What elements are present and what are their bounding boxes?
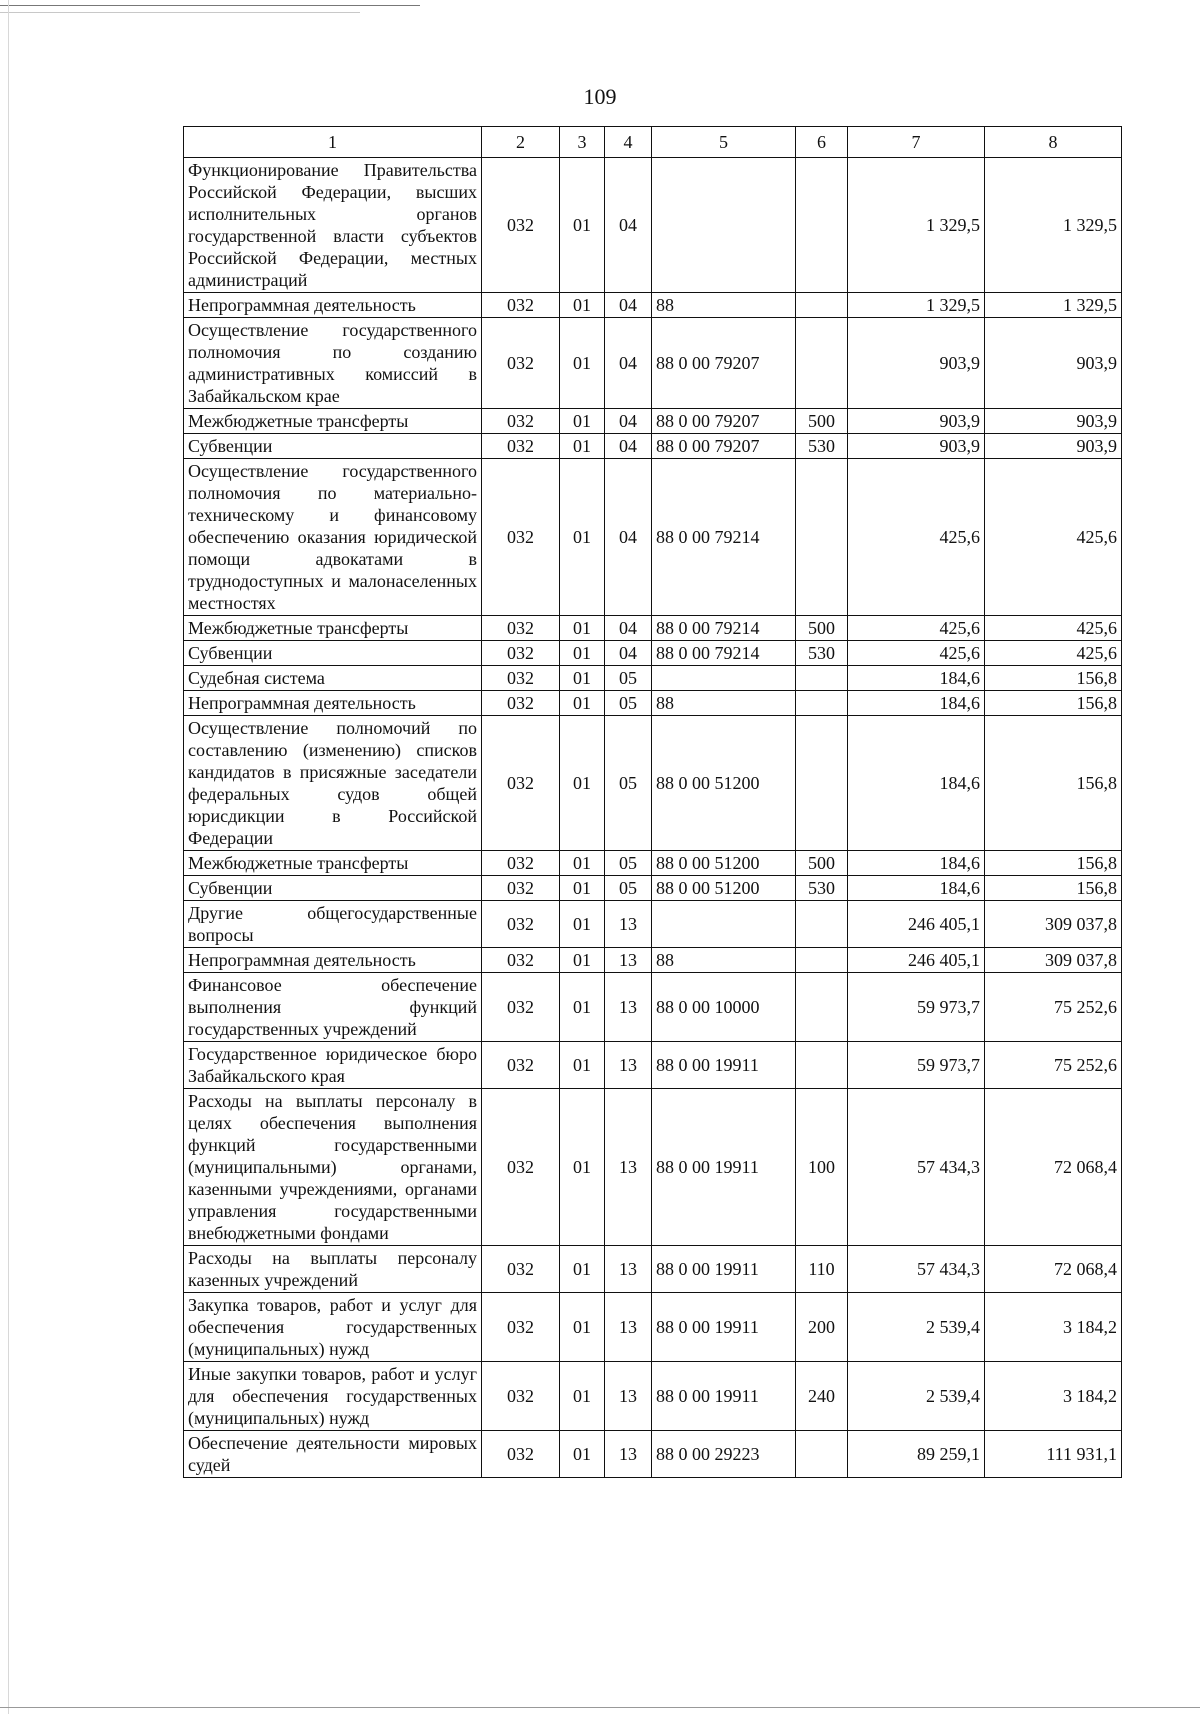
section-cell: 01 bbox=[560, 318, 605, 409]
amount-year1-cell: 246 405,1 bbox=[848, 948, 985, 973]
expense-type-cell bbox=[796, 318, 848, 409]
amount-year2-cell: 903,9 bbox=[985, 434, 1122, 459]
amount-year2-cell: 156,8 bbox=[985, 666, 1122, 691]
subsection-cell: 13 bbox=[605, 901, 652, 948]
amount-year1-cell: 903,9 bbox=[848, 409, 985, 434]
table-row bbox=[184, 851, 1122, 876]
amount-year2-cell: 75 252,6 bbox=[985, 973, 1122, 1042]
target-article-cell: 88 0 00 10000 bbox=[652, 973, 796, 1042]
row-name-cell: Закупка товаров, работ и услуг для обеспечения государственных (муниципальных) нужд bbox=[184, 1293, 482, 1362]
target-article-cell: 88 0 00 79214 bbox=[652, 616, 796, 641]
expense-type-cell bbox=[796, 293, 848, 318]
amount-year1-cell: 184,6 bbox=[848, 666, 985, 691]
admin-code-cell: 032 bbox=[482, 1362, 560, 1431]
target-article-cell: 88 bbox=[652, 691, 796, 716]
amount-year1-cell: 246 405,1 bbox=[848, 901, 985, 948]
amount-year2-cell: 309 037,8 bbox=[985, 901, 1122, 948]
table-row bbox=[184, 948, 1122, 973]
amount-year2-cell: 425,6 bbox=[985, 641, 1122, 666]
amount-year2-cell: 156,8 bbox=[985, 716, 1122, 851]
target-article-cell: 88 0 00 79214 bbox=[652, 641, 796, 666]
amount-year2-cell: 903,9 bbox=[985, 409, 1122, 434]
row-name-cell: Расходы на выплаты персоналу в целях обеспечения выполнения функций государственными (муниципальными) органами, казенными учреждениями, органами управления государственными внебюджетными фондами bbox=[184, 1089, 482, 1246]
target-article-cell: 88 0 00 19911 bbox=[652, 1362, 796, 1431]
table-row bbox=[184, 691, 1122, 716]
column-header: 4 bbox=[605, 127, 652, 158]
scan-artifact-line bbox=[0, 12, 360, 13]
admin-code-cell: 032 bbox=[482, 409, 560, 434]
expense-type-cell: 530 bbox=[796, 434, 848, 459]
table-row bbox=[184, 318, 1122, 409]
admin-code-cell: 032 bbox=[482, 616, 560, 641]
budget-table bbox=[183, 126, 1122, 1478]
section-cell: 01 bbox=[560, 158, 605, 293]
amount-year1-cell: 1 329,5 bbox=[848, 158, 985, 293]
subsection-cell: 04 bbox=[605, 641, 652, 666]
expense-type-cell bbox=[796, 716, 848, 851]
target-article-cell bbox=[652, 666, 796, 691]
section-cell: 01 bbox=[560, 876, 605, 901]
admin-code-cell: 032 bbox=[482, 716, 560, 851]
amount-year2-cell: 3 184,2 bbox=[985, 1293, 1122, 1362]
table-row bbox=[184, 1431, 1122, 1478]
column-header: 3 bbox=[560, 127, 605, 158]
expense-type-cell bbox=[796, 666, 848, 691]
subsection-cell: 04 bbox=[605, 158, 652, 293]
target-article-cell: 88 bbox=[652, 293, 796, 318]
target-article-cell: 88 0 00 51200 bbox=[652, 716, 796, 851]
subsection-cell: 04 bbox=[605, 293, 652, 318]
amount-year1-cell: 2 539,4 bbox=[848, 1293, 985, 1362]
subsection-cell: 13 bbox=[605, 948, 652, 973]
target-article-cell bbox=[652, 158, 796, 293]
row-name-cell: Непрограммная деятельность bbox=[184, 691, 482, 716]
amount-year1-cell: 1 329,5 bbox=[848, 293, 985, 318]
page-number: 109 bbox=[583, 84, 617, 109]
amount-year1-cell: 184,6 bbox=[848, 691, 985, 716]
expense-type-cell: 240 bbox=[796, 1362, 848, 1431]
expense-type-cell bbox=[796, 691, 848, 716]
subsection-cell: 13 bbox=[605, 1362, 652, 1431]
section-cell: 01 bbox=[560, 1362, 605, 1431]
row-name-cell: Расходы на выплаты персоналу казенных учреждений bbox=[184, 1246, 482, 1293]
column-header: 6 bbox=[796, 127, 848, 158]
table-row bbox=[184, 1042, 1122, 1089]
amount-year1-cell: 89 259,1 bbox=[848, 1431, 985, 1478]
subsection-cell: 05 bbox=[605, 691, 652, 716]
admin-code-cell: 032 bbox=[482, 1431, 560, 1478]
amount-year1-cell: 184,6 bbox=[848, 851, 985, 876]
admin-code-cell: 032 bbox=[482, 876, 560, 901]
admin-code-cell: 032 bbox=[482, 1089, 560, 1246]
subsection-cell: 13 bbox=[605, 1089, 652, 1246]
amount-year2-cell: 903,9 bbox=[985, 318, 1122, 409]
target-article-cell: 88 0 00 19911 bbox=[652, 1089, 796, 1246]
expense-type-cell bbox=[796, 1042, 848, 1089]
amount-year1-cell: 184,6 bbox=[848, 716, 985, 851]
section-cell: 01 bbox=[560, 691, 605, 716]
row-name-cell: Финансовое обеспечение выполнения функций государственных учреждений bbox=[184, 973, 482, 1042]
amount-year2-cell: 425,6 bbox=[985, 459, 1122, 616]
subsection-cell: 04 bbox=[605, 434, 652, 459]
expense-type-cell: 530 bbox=[796, 876, 848, 901]
amount-year1-cell: 903,9 bbox=[848, 434, 985, 459]
target-article-cell: 88 0 00 79207 bbox=[652, 434, 796, 459]
expense-type-cell bbox=[796, 1431, 848, 1478]
admin-code-cell: 032 bbox=[482, 948, 560, 973]
table-row bbox=[184, 876, 1122, 901]
target-article-cell bbox=[652, 901, 796, 948]
row-name-cell: Непрограммная деятельность bbox=[184, 293, 482, 318]
scan-artifact-edge bbox=[8, 0, 9, 1714]
expense-type-cell: 100 bbox=[796, 1089, 848, 1246]
row-name-cell: Судебная система bbox=[184, 666, 482, 691]
subsection-cell: 05 bbox=[605, 666, 652, 691]
target-article-cell: 88 0 00 19911 bbox=[652, 1246, 796, 1293]
section-cell: 01 bbox=[560, 1089, 605, 1246]
table-row bbox=[184, 666, 1122, 691]
row-name-cell: Осуществление государственного полномочия по созданию административных комиссий в Забайкальском крае bbox=[184, 318, 482, 409]
amount-year2-cell: 1 329,5 bbox=[985, 293, 1122, 318]
amount-year2-cell: 156,8 bbox=[985, 851, 1122, 876]
expense-type-cell bbox=[796, 948, 848, 973]
expense-type-cell bbox=[796, 459, 848, 616]
target-article-cell: 88 0 00 51200 bbox=[652, 876, 796, 901]
amount-year2-cell: 75 252,6 bbox=[985, 1042, 1122, 1089]
header-row bbox=[184, 127, 1122, 158]
table-row bbox=[184, 616, 1122, 641]
admin-code-cell: 032 bbox=[482, 901, 560, 948]
amount-year1-cell: 903,9 bbox=[848, 318, 985, 409]
section-cell: 01 bbox=[560, 851, 605, 876]
table-row bbox=[184, 716, 1122, 851]
row-name-cell: Осуществление государственного полномочия по материально-техническому и финансовому обеспечению оказания юридической помощи адвокатами в труднодоступных и малонаселенных местностях bbox=[184, 459, 482, 616]
column-header: 8 bbox=[985, 127, 1122, 158]
expense-type-cell: 500 bbox=[796, 851, 848, 876]
subsection-cell: 05 bbox=[605, 716, 652, 851]
target-article-cell: 88 0 00 51200 bbox=[652, 851, 796, 876]
row-name-cell: Другие общегосударственные вопросы bbox=[184, 901, 482, 948]
column-header: 2 bbox=[482, 127, 560, 158]
row-name-cell: Иные закупки товаров, работ и услуг для обеспечения государственных (муниципальных) нужд bbox=[184, 1362, 482, 1431]
target-article-cell: 88 0 00 79207 bbox=[652, 318, 796, 409]
expense-type-cell: 500 bbox=[796, 409, 848, 434]
row-name-cell: Межбюджетные трансферты bbox=[184, 851, 482, 876]
expense-type-cell bbox=[796, 158, 848, 293]
row-name-cell: Осуществление полномочий по составлению (изменению) списков кандидатов в присяжные заседатели федеральных судов общей юрисдикции в Российской Федерации bbox=[184, 716, 482, 851]
admin-code-cell: 032 bbox=[482, 641, 560, 666]
amount-year1-cell: 425,6 bbox=[848, 616, 985, 641]
admin-code-cell: 032 bbox=[482, 318, 560, 409]
row-name-cell: Государственное юридическое бюро Забайкальского края bbox=[184, 1042, 482, 1089]
table-row bbox=[184, 901, 1122, 948]
table-row bbox=[184, 1246, 1122, 1293]
table-row bbox=[184, 409, 1122, 434]
admin-code-cell: 032 bbox=[482, 459, 560, 616]
amount-year1-cell: 57 434,3 bbox=[848, 1089, 985, 1246]
amount-year2-cell: 72 068,4 bbox=[985, 1089, 1122, 1246]
amount-year2-cell: 156,8 bbox=[985, 691, 1122, 716]
section-cell: 01 bbox=[560, 641, 605, 666]
table-row bbox=[184, 158, 1122, 293]
amount-year1-cell: 59 973,7 bbox=[848, 973, 985, 1042]
subsection-cell: 13 bbox=[605, 1431, 652, 1478]
subsection-cell: 05 bbox=[605, 851, 652, 876]
target-article-cell: 88 0 00 79214 bbox=[652, 459, 796, 616]
expense-type-cell: 530 bbox=[796, 641, 848, 666]
admin-code-cell: 032 bbox=[482, 851, 560, 876]
expense-type-cell: 500 bbox=[796, 616, 848, 641]
section-cell: 01 bbox=[560, 616, 605, 641]
amount-year1-cell: 57 434,3 bbox=[848, 1246, 985, 1293]
table-row bbox=[184, 434, 1122, 459]
admin-code-cell: 032 bbox=[482, 1246, 560, 1293]
row-name-cell: Обеспечение деятельности мировых судей bbox=[184, 1431, 482, 1478]
subsection-cell: 04 bbox=[605, 318, 652, 409]
target-article-cell: 88 0 00 29223 bbox=[652, 1431, 796, 1478]
admin-code-cell: 032 bbox=[482, 973, 560, 1042]
row-name-cell: Субвенции bbox=[184, 434, 482, 459]
section-cell: 01 bbox=[560, 948, 605, 973]
target-article-cell: 88 0 00 19911 bbox=[652, 1042, 796, 1089]
subsection-cell: 13 bbox=[605, 1293, 652, 1362]
row-name-cell: Межбюджетные трансферты bbox=[184, 409, 482, 434]
expense-type-cell: 110 bbox=[796, 1246, 848, 1293]
section-cell: 01 bbox=[560, 1042, 605, 1089]
admin-code-cell: 032 bbox=[482, 293, 560, 318]
section-cell: 01 bbox=[560, 716, 605, 851]
section-cell: 01 bbox=[560, 459, 605, 616]
table-row bbox=[184, 293, 1122, 318]
amount-year1-cell: 59 973,7 bbox=[848, 1042, 985, 1089]
amount-year1-cell: 425,6 bbox=[848, 459, 985, 616]
admin-code-cell: 032 bbox=[482, 666, 560, 691]
admin-code-cell: 032 bbox=[482, 434, 560, 459]
amount-year2-cell: 156,8 bbox=[985, 876, 1122, 901]
table-row bbox=[184, 1293, 1122, 1362]
table-row bbox=[184, 1089, 1122, 1246]
subsection-cell: 13 bbox=[605, 1042, 652, 1089]
target-article-cell: 88 0 00 79207 bbox=[652, 409, 796, 434]
admin-code-cell: 032 bbox=[482, 1293, 560, 1362]
table-row bbox=[184, 1362, 1122, 1431]
table-row bbox=[184, 973, 1122, 1042]
subsection-cell: 13 bbox=[605, 973, 652, 1042]
section-cell: 01 bbox=[560, 973, 605, 1042]
amount-year2-cell: 1 329,5 bbox=[985, 158, 1122, 293]
section-cell: 01 bbox=[560, 1293, 605, 1362]
subsection-cell: 04 bbox=[605, 459, 652, 616]
amount-year1-cell: 184,6 bbox=[848, 876, 985, 901]
section-cell: 01 bbox=[560, 293, 605, 318]
scan-artifact-line bbox=[0, 5, 420, 6]
amount-year2-cell: 425,6 bbox=[985, 616, 1122, 641]
amount-year1-cell: 425,6 bbox=[848, 641, 985, 666]
column-header: 7 bbox=[848, 127, 985, 158]
section-cell: 01 bbox=[560, 409, 605, 434]
amount-year2-cell: 3 184,2 bbox=[985, 1362, 1122, 1431]
subsection-cell: 04 bbox=[605, 616, 652, 641]
row-name-cell: Межбюджетные трансферты bbox=[184, 616, 482, 641]
admin-code-cell: 032 bbox=[482, 158, 560, 293]
row-name-cell: Субвенции bbox=[184, 641, 482, 666]
scan-artifact-edge bbox=[0, 1707, 1200, 1708]
subsection-cell: 04 bbox=[605, 409, 652, 434]
table-row bbox=[184, 641, 1122, 666]
row-name-cell: Функционирование Правительства Российской Федерации, высших исполнительных органов государственной власти субъектов Российской Федерации, местных администраций bbox=[184, 158, 482, 293]
target-article-cell: 88 0 00 19911 bbox=[652, 1293, 796, 1362]
target-article-cell: 88 bbox=[652, 948, 796, 973]
section-cell: 01 bbox=[560, 666, 605, 691]
section-cell: 01 bbox=[560, 434, 605, 459]
section-cell: 01 bbox=[560, 1431, 605, 1478]
amount-year2-cell: 111 931,1 bbox=[985, 1431, 1122, 1478]
expense-type-cell bbox=[796, 901, 848, 948]
section-cell: 01 bbox=[560, 901, 605, 948]
admin-code-cell: 032 bbox=[482, 691, 560, 716]
subsection-cell: 05 bbox=[605, 876, 652, 901]
column-header: 5 bbox=[652, 127, 796, 158]
subsection-cell: 13 bbox=[605, 1246, 652, 1293]
expense-type-cell: 200 bbox=[796, 1293, 848, 1362]
row-name-cell: Непрограммная деятельность bbox=[184, 948, 482, 973]
row-name-cell: Субвенции bbox=[184, 876, 482, 901]
column-header: 1 bbox=[184, 127, 482, 158]
amount-year2-cell: 72 068,4 bbox=[985, 1246, 1122, 1293]
amount-year2-cell: 309 037,8 bbox=[985, 948, 1122, 973]
table-row bbox=[184, 459, 1122, 616]
admin-code-cell: 032 bbox=[482, 1042, 560, 1089]
section-cell: 01 bbox=[560, 1246, 605, 1293]
expense-type-cell bbox=[796, 973, 848, 1042]
amount-year1-cell: 2 539,4 bbox=[848, 1362, 985, 1431]
